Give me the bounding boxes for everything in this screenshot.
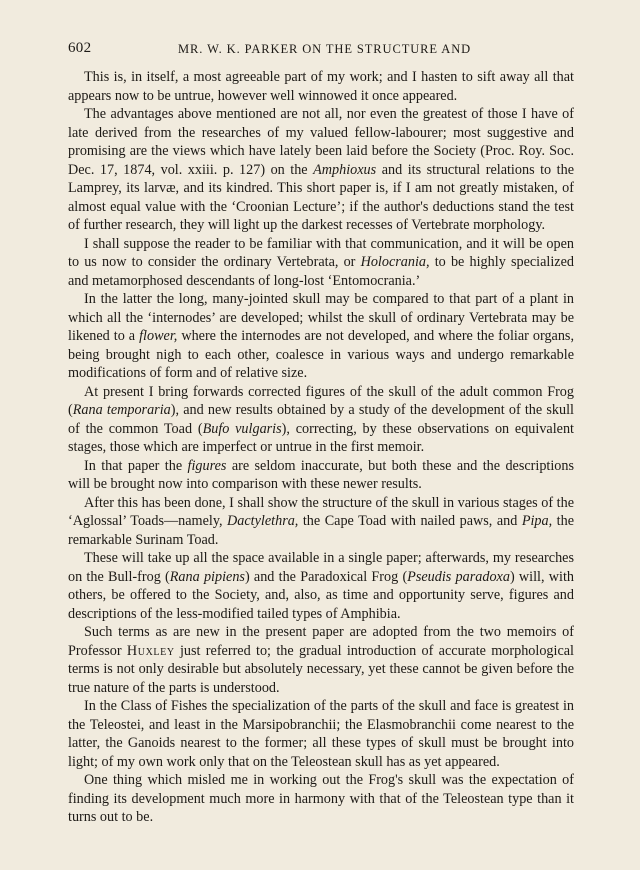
taxon-name: Rana temporaria <box>72 402 171 418</box>
taxon-name: Holocrania, <box>360 254 430 270</box>
paragraph: In the latter the long, many-jointed skull may be compared to that part of a plant in which all the ‘internodes’ are developed; whilst the skull of ordinary Vertebrata may be likened to a flower, where the internodes are not developed, and where the foliar organs, being brought nigh to each other, coalesce in various ways and undergo remarkable modifications of form and of relative size. <box>68 291 575 381</box>
paragraph: I shall suppose the reader to be familiar with that communication, and it will be open to us now to consider the ordinary Vertebrata, or Holocrania, to be highly specialized and metamorphosed descendants of long-lost ‘Entomocrania.’ <box>68 235 574 289</box>
paragraph: After this has been done, I shall show the structure of the skull in various stages of the ‘Aglossal’ Toads—namely, Dactylethra, the Cape Toad with nailed paws, and Pipa, the remarkable Surinam Toad. <box>68 494 574 548</box>
emphasis: flower, <box>139 328 178 344</box>
page-number: 602 <box>68 40 92 56</box>
taxon-name: Pipa, <box>521 513 553 529</box>
page-header <box>68 40 574 60</box>
emphasis: figures <box>187 457 227 474</box>
taxon-name: Pseudis paradoxa <box>407 568 510 585</box>
paragraph: These will take up all the space available in a single paper; afterwards, my researches on the Bull-frog (Rana pipiens) and the Paradoxical Frog (Pseudis paradoxa) will, with others, be offered to the Society, and, also, as time and opportunity serve, figures and descriptions of the less-modified tailed types of Amphibia. <box>68 550 574 622</box>
paragraph: In that paper the figures are seldom inaccurate, but both these and the descriptions will be brought now into comparison with these newer results. <box>68 457 575 492</box>
taxon-name: Bufo vulgaris <box>202 420 282 437</box>
taxon-name: Rana pipiens <box>169 568 245 585</box>
taxon-name: Dactylethra, <box>227 513 299 529</box>
paragraph: At present I bring forwards corrected figures of the skull of the adult common Frog (Rana temporaria), and new results obtained by a study of the development of the skull of the common Toad (Bufo vulgaris), correcting, by these observations on equivalent stages, those which are imperfect or untrue in the first memoir. <box>68 383 574 455</box>
taxon-name: Amphioxus <box>313 161 377 178</box>
paragraph: The advantages above mentioned are not all, nor even the greatest of those I have of late derived from the researches of my valued fellow-labourer; most suggestive and promising are the views which have lately been laid before the Society (Proc. Roy. Soc. Dec. 17, 1874, vol. xxiii. p. 127) on the Amphioxus and its structural relations to the Lamprey, its larvæ, and its kindred. This short paper is, if I am not greatly mistaken, of almost equal value with the ‘Croonian Lecture’; if the author's deductions stand the test of further research, they will light up the darkest recesses of Vertebrate morphology. <box>68 106 574 233</box>
body-text <box>68 68 574 827</box>
paragraph: This is, in itself, a most agreeable part of my work; and I hasten to sift away all that appears now to be untrue, however well winnowed it once appeared. <box>68 69 574 104</box>
paragraph: In the Class of Fishes the specialization of the parts of the skull and face is greatest in the Teleostei, and least in the Marsipobranchii; the Elasmobranchii come nearest to the latter, the Ganoids nearest to the former; all these types of skull must be brought into light; of my own work only that on the Teleostean skull has as yet appeared. <box>68 698 574 770</box>
paragraph: Such terms as are new in the present paper are adopted from the two memoirs of Professor Huxley just referred to; the gradual introduction of accurate morphological terms is not only desirable but absolutely necessary, yet these cannot be given before the true nature of the parts is understood. <box>68 624 574 696</box>
paragraph: One thing which misled me in working out the Frog's skull was the expectation of finding its development much more in harmony with that of the Teleostean type than it turns out to be. <box>68 772 574 825</box>
running-head: MR. W. K. PARKER ON THE STRUCTURE AND <box>178 42 472 56</box>
author-name: Huxley <box>126 642 175 659</box>
